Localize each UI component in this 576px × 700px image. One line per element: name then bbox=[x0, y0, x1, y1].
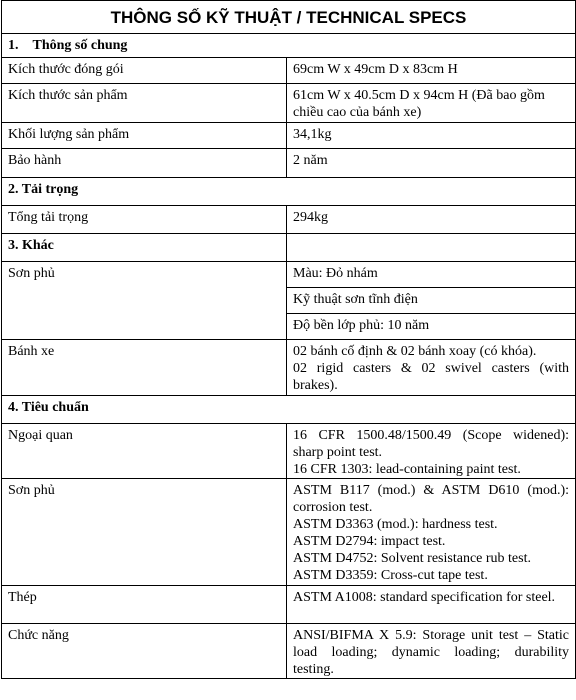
table-row bbox=[2, 624, 576, 679]
row-label: Kích thước đóng gói bbox=[2, 58, 287, 84]
table-row bbox=[2, 479, 576, 586]
row-label: Bảo hành bbox=[2, 149, 287, 178]
value-line: ASTM D4752: Solvent resistance rub test. bbox=[293, 551, 531, 566]
section-title: Thông số chung bbox=[32, 38, 128, 53]
value-line: ASTM D3363 (mod.): hardness test. bbox=[293, 517, 498, 532]
table-row bbox=[2, 262, 576, 288]
row-value: Độ bền lớp phủ: 10 năm bbox=[287, 314, 576, 340]
row-label: Bánh xe bbox=[2, 340, 287, 396]
row-label: Khối lượng sản phẩm bbox=[2, 123, 287, 149]
row-label: Sơn phủ bbox=[2, 479, 287, 586]
row-label: Ngoại quan bbox=[2, 424, 287, 479]
row-value bbox=[287, 586, 576, 624]
section-header-other bbox=[2, 234, 576, 262]
value-line: 16 CFR 1500.48/1500.49 (Scope widened): sharp point test. bbox=[293, 428, 570, 460]
row-value: 294kg bbox=[287, 206, 576, 234]
row-value: Màu: Đỏ nhám bbox=[287, 262, 576, 288]
value-line: 16 CFR 1303: lead-containing paint test. bbox=[293, 462, 521, 477]
section-header-standards bbox=[2, 396, 576, 424]
row-label: Chức năng bbox=[2, 624, 287, 679]
value-line: ANSI/BIFMA X 5.9: Storage unit test – Static load loading; dynamic loading; durability testing. bbox=[293, 628, 570, 677]
row-label: Thép bbox=[2, 586, 287, 624]
row-value bbox=[287, 479, 576, 586]
table-row bbox=[2, 586, 576, 624]
value-line: ASTM B117 (mod.) & ASTM D610 (mod.): corrosion test. bbox=[293, 483, 570, 515]
table-row bbox=[2, 149, 576, 178]
section-header-load bbox=[2, 178, 576, 206]
title-row bbox=[2, 1, 576, 34]
table-row bbox=[2, 340, 576, 396]
section-header-general bbox=[2, 34, 576, 58]
row-label: Sơn phủ bbox=[2, 262, 287, 340]
table-row bbox=[2, 424, 576, 479]
value-line: ASTM D2794: impact test. bbox=[293, 534, 446, 549]
value-line: 02 rigid casters & 02 swivel casters (with brakes). bbox=[293, 361, 570, 393]
value-line: 02 bánh cố định & 02 bánh xoay (có khóa). bbox=[293, 344, 537, 359]
table-row bbox=[2, 206, 576, 234]
section-title: 2. Tải trọng bbox=[2, 178, 576, 206]
row-value bbox=[287, 340, 576, 396]
table-row bbox=[2, 123, 576, 149]
row-value: 61cm W x 40.5cm D x 94cm H (Đã bao gồm chiều cao của bánh xe) bbox=[287, 84, 576, 123]
spec-table bbox=[1, 0, 576, 679]
row-value: 69cm W x 49cm D x 83cm H bbox=[287, 58, 576, 84]
table-row bbox=[2, 58, 576, 84]
table-row bbox=[2, 84, 576, 123]
section-title: 3. Khác bbox=[2, 234, 287, 262]
section-title: 4. Tiêu chuẩn bbox=[2, 396, 576, 424]
row-value: Kỹ thuật sơn tĩnh điện bbox=[287, 288, 576, 314]
row-value bbox=[287, 624, 576, 679]
section-number: 1. bbox=[8, 38, 19, 53]
value-line: ASTM A1008: standard specification for steel. bbox=[293, 590, 556, 605]
value-line: ASTM D3359: Cross-cut tape test. bbox=[293, 568, 488, 583]
row-label: Tổng tải trọng bbox=[2, 206, 287, 234]
row-value bbox=[287, 424, 576, 479]
row-value: 2 năm bbox=[287, 149, 576, 178]
row-value: 34,1kg bbox=[287, 123, 576, 149]
spec-title: THÔNG SỐ KỸ THUẬT / TECHNICAL SPECS bbox=[2, 1, 576, 34]
row-label: Kích thước sản phẩm bbox=[2, 84, 287, 123]
